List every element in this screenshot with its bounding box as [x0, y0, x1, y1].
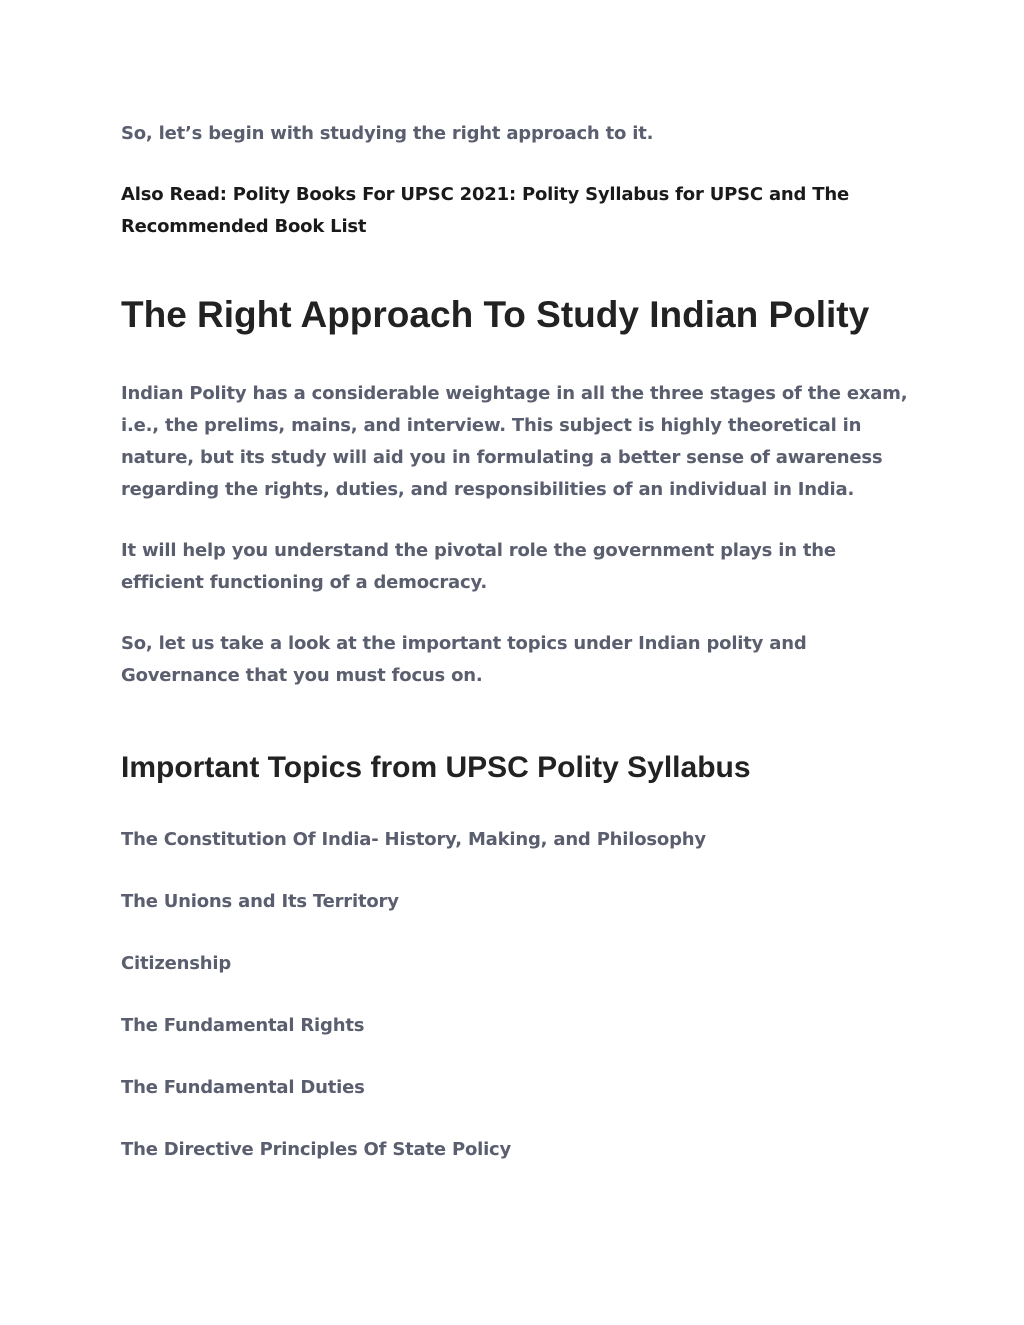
- approach-paragraph-2: It will help you understand the pivotal role the government plays in the efficient functioning of a democracy.: [121, 540, 836, 593]
- also-read-link[interactable]: Also Read: Polity Books For UPSC 2021: Polity Syllabus for UPSC and The Recommended Book List: [121, 184, 849, 237]
- topic-item: The Directive Principles Of State Policy: [121, 1139, 512, 1160]
- approach-heading: The Right Approach To Study Indian Polity: [121, 294, 870, 335]
- approach-paragraph-3: So, let us take a look at the important topics under Indian polity and Governance that you must focus on.: [121, 633, 807, 686]
- document-page: [121, 118, 911, 1166]
- topic-item: Citizenship: [121, 953, 232, 974]
- topic-item: The Fundamental Duties: [121, 1077, 365, 1098]
- approach-paragraph-1: Indian Polity has a considerable weightage in all the three stages of the exam, i.e., the prelims, mains, and interview. This subject is highly theoretical in nature, but its study will aid you in formulating a better sense of awareness regarding the rights, duties, and responsibilities of an individual in India.: [121, 383, 908, 500]
- topic-item: The Fundamental Rights: [121, 1015, 365, 1036]
- topic-item: The Constitution Of India- History, Making, and Philosophy: [121, 829, 706, 850]
- topic-item: The Unions and Its Territory: [121, 891, 399, 912]
- intro-begin-text: So, let’s begin with studying the right approach to it.: [121, 123, 654, 144]
- topics-list: [121, 824, 911, 1166]
- topics-heading: Important Topics from UPSC Polity Syllabus: [121, 751, 751, 784]
